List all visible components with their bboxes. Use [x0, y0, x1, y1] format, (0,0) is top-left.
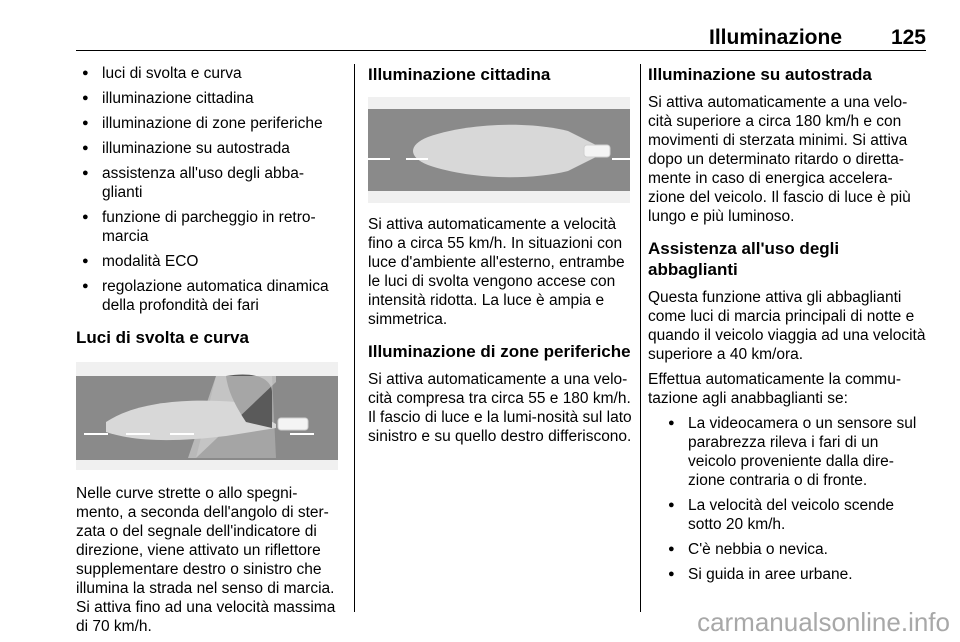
column-divider-2: [640, 64, 641, 612]
page-title: Illuminazione: [708, 26, 842, 49]
list-item: ● luci di svolta e curva: [76, 64, 344, 83]
motorway-lighting-paragraph: Si attiva automaticamente a una velo-cità superiore a circa 180 km/h e con movimenti di sterzata minimi. Si attiva dopo un determinato ritardo o diretta-mente in caso di energica accelera-zione del veicolo. Il fascio di luce è più lungo e più luminoso.: [648, 94, 911, 225]
list-item: ● modalità ECO: [76, 252, 344, 271]
list-item: ● illuminazione di zone periferiche: [76, 114, 344, 133]
list-item: ● illuminazione cittadina: [76, 89, 344, 108]
feature-list: [76, 64, 344, 315]
list-item: ● funzione di parcheggio in retro-marcia: [76, 208, 344, 246]
list-item: ● assistenza all'uso degli abba-glianti: [76, 164, 344, 202]
city-lighting-paragraph: Si attiva automaticamente a velocità fino a circa 55 km/h. In situazioni con luce d'ambiente all'esterno, entrambe le luci di svolta vengono accese con intensità ridotta. La luce è ampia e simmetrica.: [368, 216, 625, 328]
list-item: ● La videocamera o un sensore sul parabrezza rileva i fari di un veicolo proveniente dalla dire-zione contraria o di fronte.: [662, 414, 926, 490]
column-2: [368, 64, 632, 446]
high-beam-conditions-list: [662, 414, 926, 584]
watermark: carmanualsonline.info: [697, 607, 950, 637]
section-title-motorway-lighting: Illuminazione su autostrada: [648, 65, 872, 84]
city-lighting-illustration: [368, 97, 630, 203]
curve-lights-illustration: [76, 362, 338, 470]
column-1: [76, 64, 344, 636]
list-item: ● Si guida in aree urbane.: [662, 565, 926, 584]
section-title-country-lighting: Illuminazione di zone periferiche: [368, 342, 631, 361]
list-item: ● illuminazione su autostrada: [76, 139, 344, 158]
column-divider-1: [354, 64, 355, 612]
page-header: [76, 0, 926, 51]
curve-lights-paragraph: Nelle curve strette o allo spegni-mento, a seconda dell'angolo di ster-zata o del segnale dell'indicatore di direzione, viene attivato un riflettore supplementare destro o sinistro che illumina la strada nel senso di marcia. Si attiva fino ad una velocità massima di 70 km/h.: [76, 485, 336, 635]
page-number: 125: [890, 26, 926, 49]
country-lighting-paragraph: Si attiva automaticamente a una velo-cità compresa tra circa 55 e 180 km/h. Il fascio di luce e la lumi-nosità sul lato sinistro e su quello destro differiscono.: [368, 371, 632, 445]
section-title-city-lighting: Illuminazione cittadina: [368, 65, 551, 84]
list-item: ● regolazione automatica dinamica della profondità dei fari: [76, 277, 344, 315]
high-beam-assist-paragraph: Questa funzione attiva gli abbaglianti come luci di marcia principali di notte e quando il veicolo viaggia ad una velocità superiore a 40 km/ora.: [648, 289, 926, 363]
column-3: [648, 64, 926, 590]
section-title-curve-lights: Luci di svolta e curva: [76, 328, 249, 347]
list-item: ● C'è nebbia o nevica.: [662, 540, 926, 559]
section-title-high-beam-assist: Assistenza all'uso degli abbaglianti: [648, 239, 840, 279]
list-item: ● La velocità del veicolo scende sotto 20 km/h.: [662, 496, 926, 534]
high-beam-switch-paragraph: Effettua automaticamente la commu-tazione agli anabbaglianti se:: [648, 371, 902, 407]
